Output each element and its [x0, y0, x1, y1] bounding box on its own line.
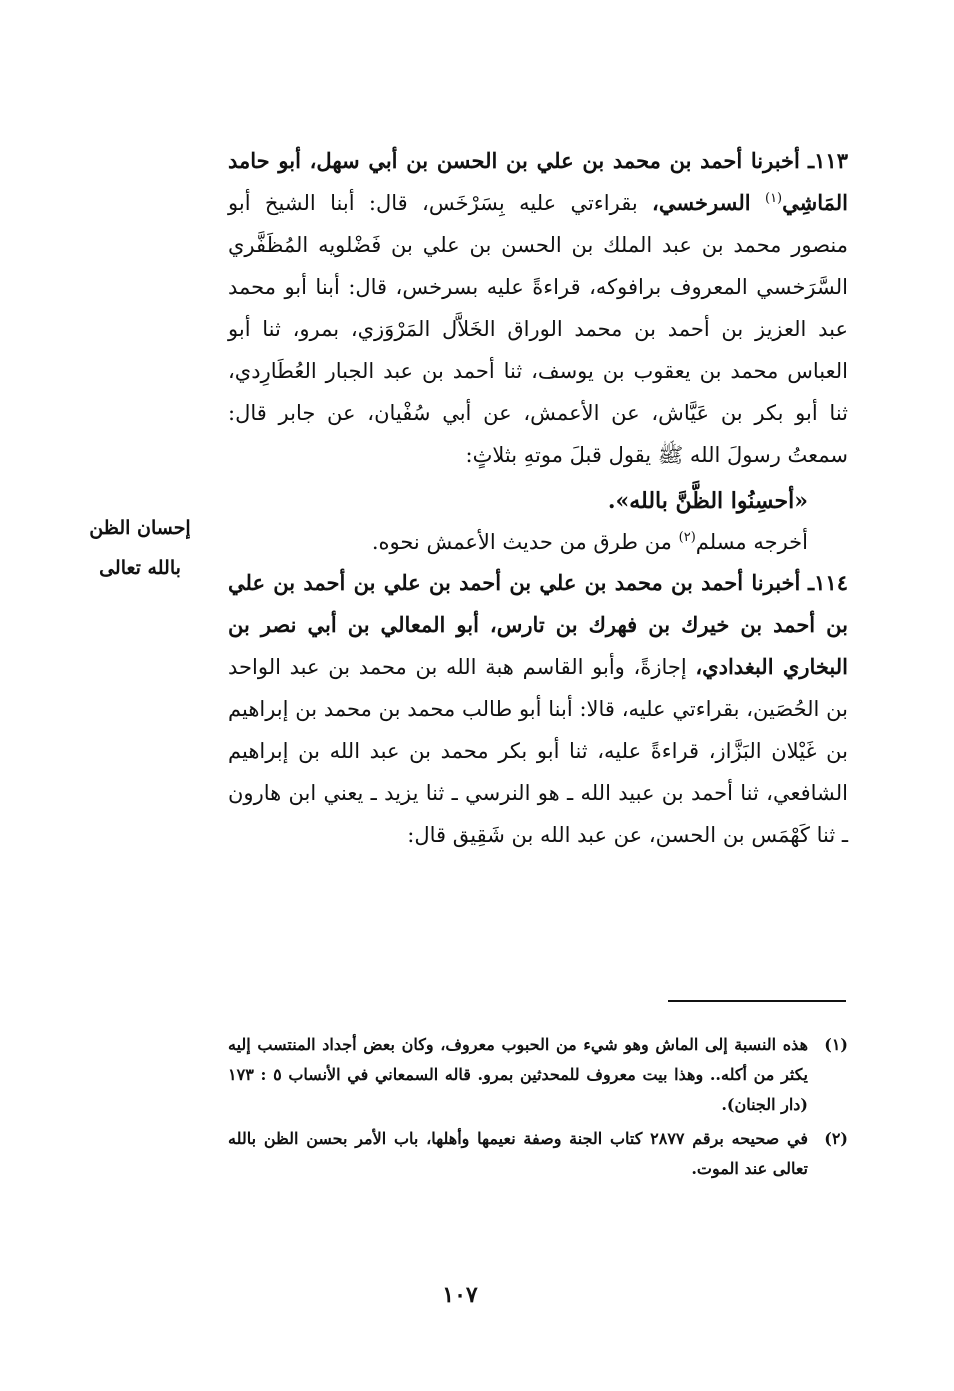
hadith-text: «أحسِنُوا الظَّنَّ بالله».	[607, 488, 808, 514]
entry-113-number: ١١٣ـ	[807, 148, 848, 173]
footnote-ref-1: (١)	[764, 191, 783, 206]
footnotes	[228, 1030, 848, 1188]
entry-114	[228, 562, 848, 856]
entry-114-number: ١١٤ـ	[808, 570, 848, 595]
takhrij-before: أخرجه مسلم	[695, 530, 808, 554]
entry-113	[228, 140, 848, 476]
margin-heading	[70, 508, 210, 588]
footnote-ref-2: (٢)	[678, 530, 696, 545]
footnote-1	[228, 1030, 848, 1120]
margin-heading-line-1: إحسان الظن	[89, 517, 191, 539]
entry-114-isnad-lead: أخبرنا أحمد بن محمد بن علي بن أحمد بن علي بن أحمد بن علي بن أحمد بن خيرك بن فهرك بن تارس، أبو المعالي بن أبي نصر بن البخاري البغدادي،	[228, 570, 848, 679]
footnote-2	[228, 1124, 848, 1184]
footnote-2-text: في صحيحه برقم ٢٨٧٧ كتاب الجنة وصفة نعيمها وأهلها، باب الأمر بحسن الظن بالله تعالى عند الموت.	[228, 1129, 809, 1178]
takhrij-after: من طرق من حديث الأعمش نحوه.	[371, 530, 672, 554]
footnote-2-number: (٢)	[824, 1129, 848, 1148]
footnote-1-number: (١)	[824, 1035, 848, 1054]
entry-113-isnad-lead: أخبرنا أحمد بن محمد بن علي بن الحسن بن أبي سهل، أبو حامد المَاشِي	[228, 148, 848, 215]
page-number: ١٠٧	[442, 1282, 478, 1308]
entry-113-text: بقراءتي عليه بِسَرْخَس، قال: أبنا الشيخ أبو منصور محمد بن عبد الملك بن الحسن بن علي بن فَضْلويه المُظَفَّري السَّرَخسي المعروف برافوكه، قراءةً عليه بسرخس، قال: أبنا أبو محمد عبد العزيز بن أحمد بن محمد الوراق الخَلاَّل المَرْوَزي، بمرو، ثنا أبو العباس محمد بن يعقوب بن يوسف، ثنا أحمد بن عبد الجبار العُطَارِدي، ثنا أبو بكر بن عَيَّاش، عن الأعمش، عن أبي سُفْيان، عن جابر قال: سمعتُ رسولَ الله ﷺ يقول قبلَ موتهِ بثلاثٍ:	[228, 191, 848, 467]
entry-114-text: إجازةً، وأبو القاسم هبة الله بن محمد بن عبد الواحد بن الحُصَين، بقراءتي عليه، قالا: أبنا أبو طالب محمد بن محمد بن إبراهيم بن غَيْلان البَزَّاز، قراءةً عليه، ثنا أبو بكر محمد بن عبد الله بن إبراهيم الشافعي، ثنا أحمد بن عبيد الله ـ هو النرسي ـ ثنا يزيد ـ يعني ابن هارون ـ ثنا كَهْمَس بن الحسن، عن عبد الله بن شَقِيق قال:	[228, 655, 848, 847]
footnote-1-text: هذه النسبة إلى الماش وهو شيء من الحبوب معروف، وكان بعض أجداد المنتسب إليه يكثر من أكله.. وهذا بيت معروف للمحدثين بمرو. قاله السمعاني في الأنساب ٥ : ١٧٣ (دار الجنان).	[228, 1035, 809, 1114]
takhrij-line	[228, 522, 848, 562]
entry-113-nisba: السرخسي،	[652, 190, 751, 215]
footnote-divider	[668, 1000, 846, 1002]
margin-heading-line-2: بالله تعالى	[99, 557, 181, 579]
main-text-block	[228, 140, 848, 856]
